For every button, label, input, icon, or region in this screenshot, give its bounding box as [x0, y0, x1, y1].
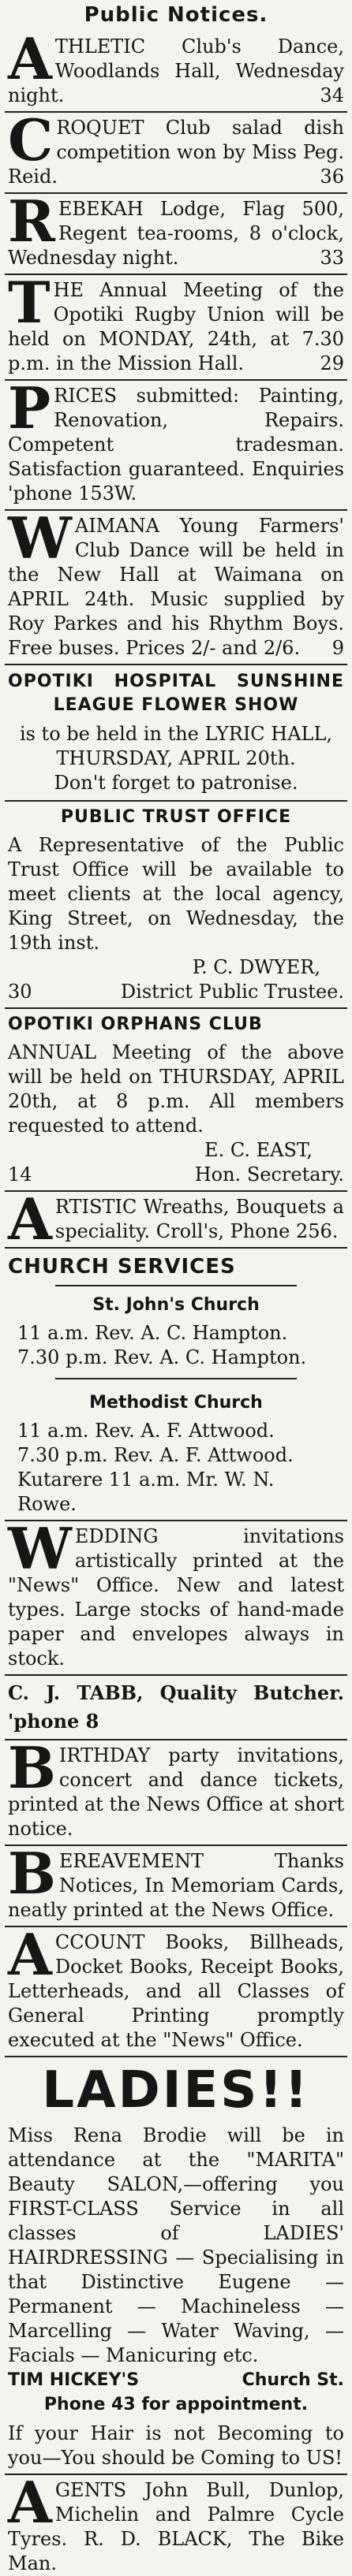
public-trust-name: P. C. DWYER,: [192, 956, 320, 978]
divider: [5, 1247, 347, 1249]
public-trust-notice: [0, 805, 352, 1004]
orphans-club-body: ANNUAL Meeting of the above will be held on THURSDAY, APRIL 20th, at 8 p.m. All members requested to attend.: [8, 1041, 344, 1137]
divider: [5, 2056, 347, 2057]
athletic-club-notice: [8, 25, 344, 108]
public-trust-ref: 30: [8, 981, 32, 1003]
rugby-union-ref: 29: [320, 352, 344, 374]
orphans-club-role: Hon. Secretary.: [194, 1163, 344, 1186]
waimana-dance-ref: 9: [331, 637, 344, 659]
bereavement-notice: BEREAVEMENT Thanks Notices, In Memoriam Cards, neatly printed at the News Office.: [8, 1840, 344, 1921]
divider: [5, 1007, 347, 1009]
methodist-service-evening: 7.30 p.m. Rev. A. F. Attwood.: [17, 1444, 294, 1466]
methodist-service-kutarere: Kutarere 11 a.m. Mr. W. N. Rowe.: [17, 1469, 275, 1515]
divider: [5, 192, 347, 194]
divider: [5, 111, 347, 113]
orphans-club-signoff: [8, 1163, 344, 1187]
rebekah-lodge-ref: 33: [320, 247, 344, 269]
divider: [5, 800, 347, 802]
ladies-body: Miss Rena Brodie will be in attendance at the "MARITA" Beauty SALON,—offering you FIRST-CLASS Service in all classes of LADIES' HAIRDRESSING — Specialising in that Distinctive Eugene — Permanent — Machineless — Marcelling — Water Waving, — Facials — Manicuring etc.: [8, 2124, 344, 2366]
divider: [5, 1845, 347, 1846]
ladies-salon-line: [8, 2368, 344, 2392]
st-johns-service-evening: 7.30 p.m. Rev. A. C. Hampton.: [17, 1346, 307, 1368]
divider: [5, 2474, 347, 2475]
methodist-service-morning: 11 a.m. Rev. A. F. Attwood.: [17, 1420, 275, 1442]
divider: [5, 1190, 347, 1192]
methodist-church-heading: Methodist Church: [89, 1393, 263, 1413]
newspaper-column: [0, 2, 352, 2574]
waimana-dance-text: WAIMANA Young Farmers' Club Dance will be held in the New Hall at Waimana on APRIL 24th. Music supplied by Roy Parkes and his Rhythm Boys. Free buses. Prices 2/- and 2/6.: [8, 504, 344, 659]
orphans-club-ref: 14: [8, 1163, 32, 1186]
hospital-venue: is to be held in the LYRIC HALL,: [19, 723, 333, 745]
orphans-club-name: E. C. EAST,: [204, 1139, 313, 1161]
hospital-reminder: Don't forget to patronise.: [54, 772, 298, 794]
cycle-agents-notice: AGENTS John Bull, Dunlop, Michelin and Palmre Cycle Tyres. R. D. BLACK, The Bike Man.: [8, 2469, 344, 2574]
divider: [5, 1926, 347, 1927]
croquet-club-text: CROQUET Club salad dish competition won by Miss Peg. Reid.: [8, 106, 344, 188]
waimana-dance-notice: [8, 504, 344, 661]
public-trust-role: District Public Trustee.: [120, 981, 344, 1003]
rebekah-lodge-notice: [8, 188, 344, 270]
rebekah-lodge-text: REBEKAH Lodge, Flag 500, Regent tea-rooms, 8 o'clock, Wednesday night.: [8, 188, 344, 269]
birthday-invitations-notice: BIRTHDAY party invitations, concert and dance tickets, printed at the News Office at short notice.: [8, 1734, 344, 1840]
church-services: [0, 1252, 352, 1517]
athletic-club-ref: 34: [320, 84, 344, 106]
public-notices-header: Public Notices.: [84, 3, 268, 27]
wedding-invitations-notice: WEDDING invitations artistically printed at the "News" Office. New and latest types. Large stocks of hand-made paper and envelopes always in stock.: [8, 1515, 344, 1670]
rugby-union-text: THE Annual Meeting of the Opotiki Rugby Union will be held on MONDAY, 24th, at 7.30 p.m. in the Mission Hall.: [8, 269, 344, 374]
ladies-hairdressing-ad: [0, 2062, 352, 2470]
st-johns-church-heading: St. John's Church: [92, 1295, 260, 1315]
divider: [55, 1378, 297, 1379]
public-trust-signoff: [8, 980, 344, 1004]
prices-notice: PRICES submitted: Painting, Renovation, Repairs. Competent tradesman. Satisfaction guaranteed. Enquiries 'phone 153W.: [8, 374, 344, 504]
public-trust-body: A Representative of the Public Trust Office will be available to meet clients at the local agency, King Street, on Wednesday, the 19th inst.: [8, 834, 344, 954]
orphans-club-title: OPOTIKI ORPHANS CLUB: [8, 1014, 263, 1034]
church-services-title: CHURCH SERVICES: [8, 1255, 236, 1279]
athletic-club-text: ATHLETIC Club's Dance, Woodlands Hall, Wednesday night.: [8, 25, 344, 106]
ladies-salon-street: Church St.: [242, 2370, 344, 2390]
ladies-salon-name: TIM HICKEY'S: [8, 2370, 140, 2390]
artistic-wreaths-notice: ARTISTIC Wreaths, Bouquets a speciality. Croll's, Phone 256.: [8, 1186, 344, 1253]
divider: [55, 1285, 297, 1286]
ladies-closing: If your Hair is not Becoming to you—You should be Coming to US!: [8, 2422, 344, 2469]
public-trust-title: PUBLIC TRUST OFFICE: [60, 807, 292, 827]
rugby-union-notice: [8, 269, 344, 376]
hospital-flower-show: [8, 670, 344, 795]
divider: [5, 1739, 347, 1740]
croquet-club-notice: [8, 106, 344, 189]
hospital-date: THURSDAY, APRIL 20th.: [56, 747, 296, 769]
divider: [5, 379, 347, 381]
ladies-phone: Phone 43 for appointment.: [43, 2395, 309, 2414]
hospital-title-line-1: OPOTIKI HOSPITAL SUNSHINE: [8, 672, 344, 691]
hospital-title-line-2: LEAGUE FLOWER SHOW: [53, 695, 299, 715]
account-books-notice: ACCOUNT Books, Billheads, Docket Books, Receipt Books, Letterheads, and all Classes of General Printing promptly executed at the "News" Office.: [8, 1921, 344, 2051]
croquet-club-ref: 36: [320, 166, 344, 188]
st-johns-service-morning: 11 a.m. Rev. A. C. Hampton.: [17, 1322, 288, 1344]
divider: [5, 664, 347, 665]
orphans-club-notice: [0, 1012, 352, 1187]
ladies-title: LADIES!!: [42, 2061, 310, 2120]
divider: [5, 274, 347, 275]
tabb-butcher-notice: C. J. TABB, Quality Butcher. 'phone 8: [8, 1681, 344, 1733]
divider: [5, 1674, 347, 1676]
